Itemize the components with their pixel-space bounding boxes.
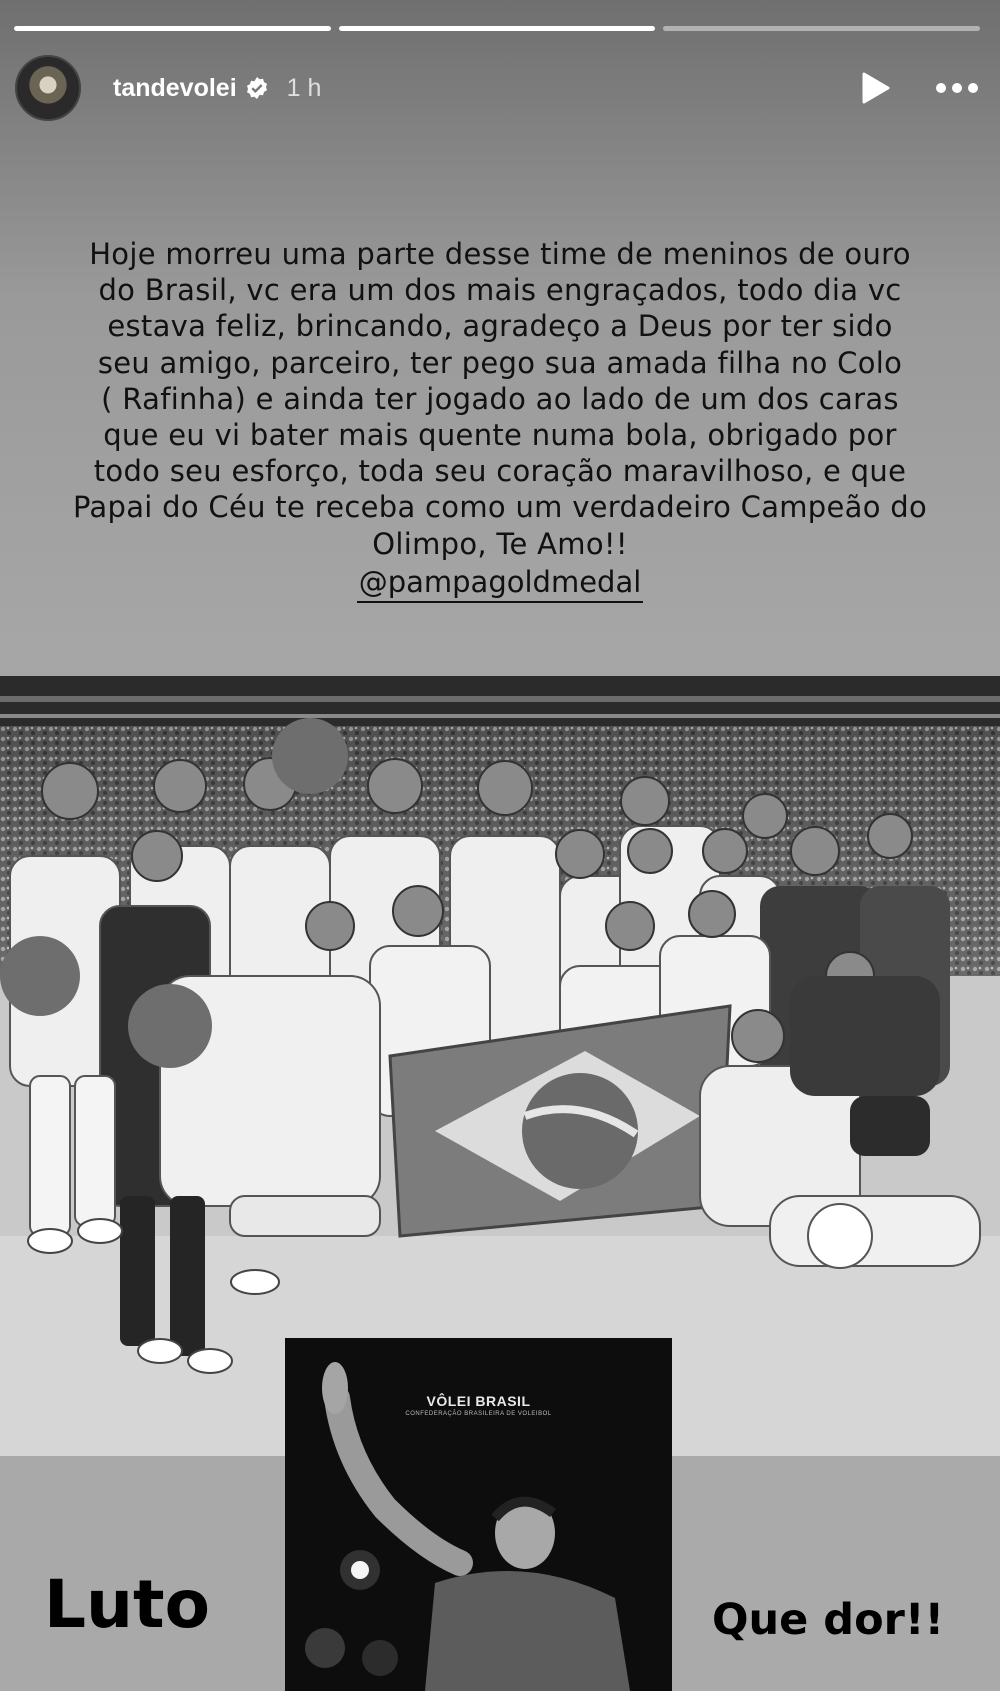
header-actions — [860, 72, 978, 104]
caption-line: Hoje morreu uma parte desse time de meninos de ouro — [89, 237, 911, 271]
caption-line: ( Rafinha) e ainda ter jogado ao lado de um dos caras — [101, 381, 899, 416]
photo-brand-subtitle: CONFEDERAÇÃO BRASILEIRA DE VOLEIBOL — [405, 1411, 552, 1417]
play-icon[interactable] — [860, 72, 890, 104]
caption-line: Olimpo, Te Amo!! — [372, 526, 628, 561]
story-progress-bar — [14, 26, 980, 31]
username[interactable]: tandevolei — [113, 73, 237, 102]
caption-line: Papai do Céu te receba como um verdadeiro Campeão do — [72, 490, 928, 525]
story-caption — [30, 236, 970, 562]
verified-badge-icon — [245, 76, 269, 100]
caption-line: todo seu esforço, toda seu coração maravilhoso, e que — [93, 454, 907, 489]
caption-line: estava feliz, brincando, agradeço a Deus por ter sido — [107, 309, 893, 344]
avatar[interactable] — [15, 55, 81, 121]
lower-right-panel — [672, 1456, 1000, 1691]
caption-line: do Brasil, vc era um dos mais engraçados, todo dia vc — [98, 273, 902, 308]
post-time: 1 h — [286, 73, 322, 102]
que-dor-text: Que dor!! — [712, 1595, 945, 1645]
player-photo — [285, 1338, 672, 1691]
photo-brand-logo: VÔLEI BRASIL — [426, 1393, 531, 1409]
progress-segment-1 — [14, 26, 331, 31]
progress-segment-2 — [339, 26, 656, 31]
mention-link[interactable] — [0, 565, 1000, 599]
caption-line: seu amigo, parceiro, ter pego sua amada filha no Colo — [97, 345, 903, 380]
mention-text[interactable]: @pampagoldmedal — [357, 565, 644, 603]
progress-segment-3 — [663, 26, 980, 31]
luto-text: Luto — [44, 1566, 210, 1643]
caption-line: que eu vi bater mais quente numa bola, obrigado por — [103, 418, 897, 453]
story-header — [15, 55, 978, 121]
more-icon[interactable] — [936, 83, 978, 93]
